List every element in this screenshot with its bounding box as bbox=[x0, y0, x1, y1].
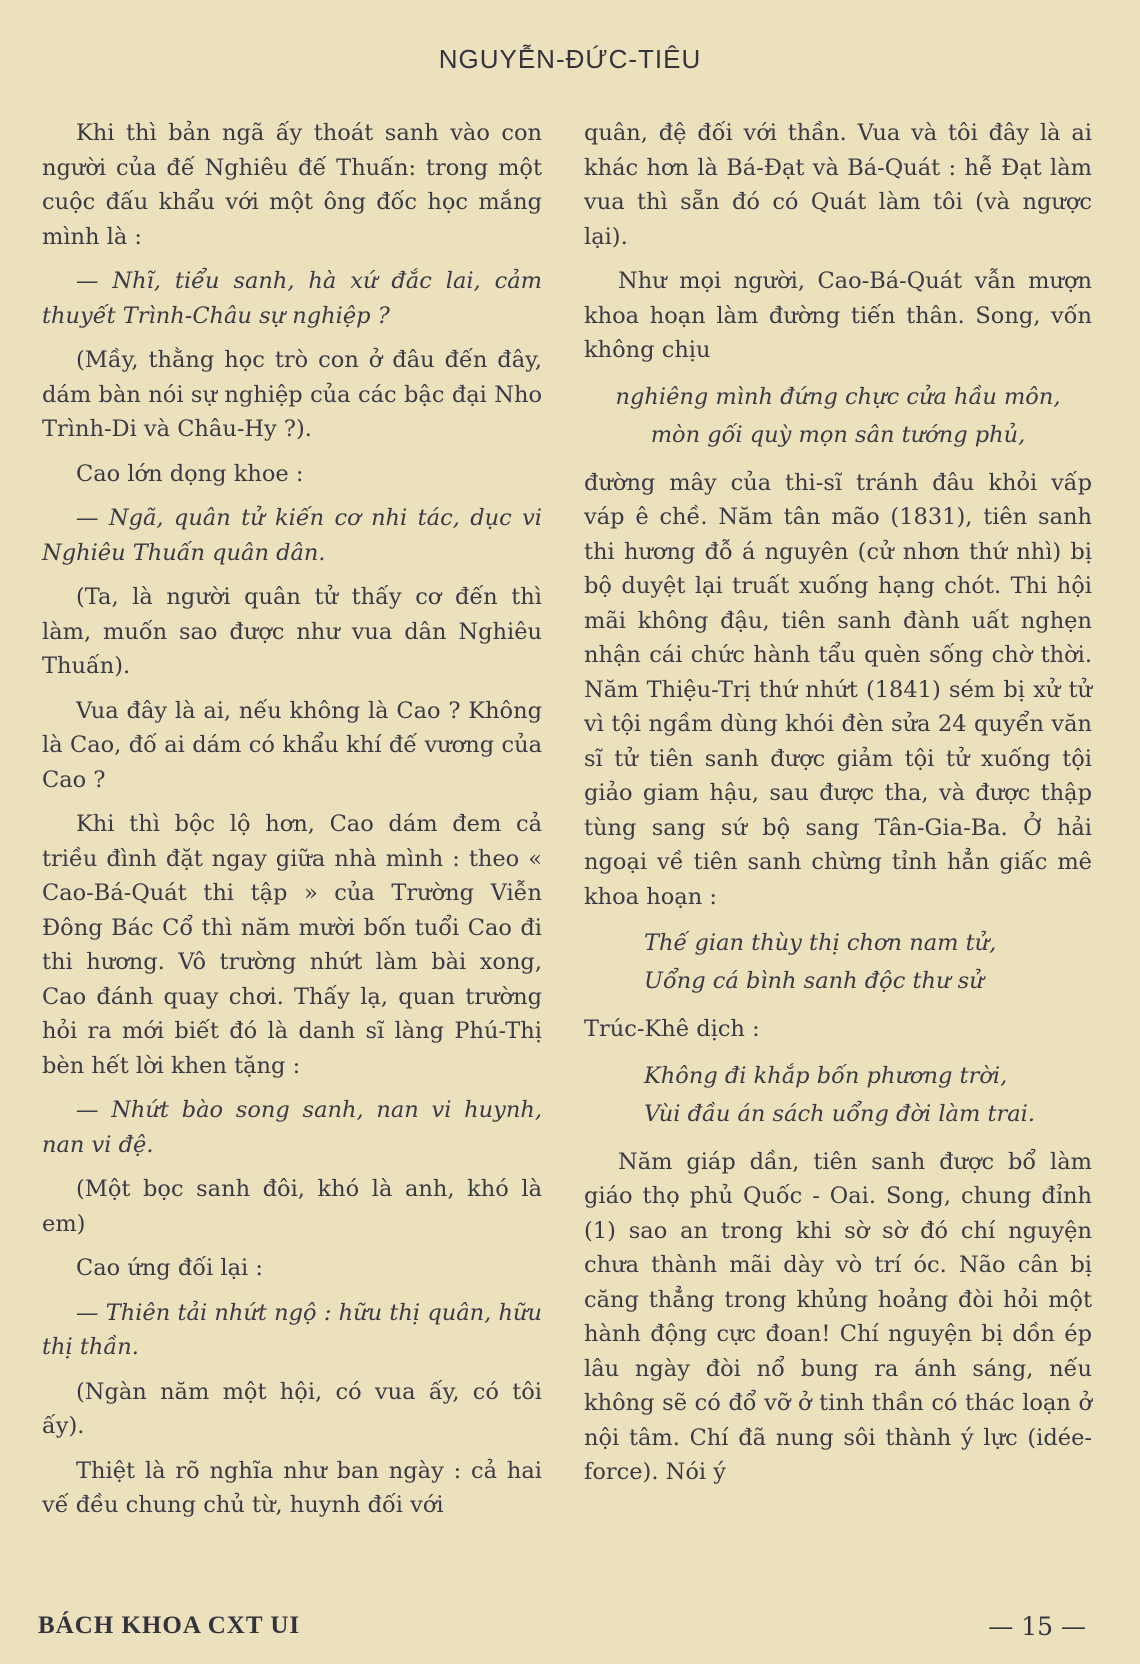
paragraph: Khi thì bản ngã ấy thoát sanh vào con người của đế Nghiêu đế Thuấn: trong một cuộc đấu khẩu với một ông đốc học mắng mình là : bbox=[42, 120, 542, 250]
paragraph: đường mây của thi-sĩ tránh đâu khỏi vấp váp ê chề. Năm tân mão (1831), tiên sanh thi hương đỗ á nguyên (cử nhơn thứ nhì) bị bộ duyệt lại truất xuống hạng chót. Thi hội mãi không đậu, tiên sanh đành uất nghẹn nhận cái chức hành tẩu quèn sống chờ thời. Năm Thiệu-Trị thứ nhứt (1841) sém bị xử tử vì tội ngầm dùng khói đèn sửa 24 quyển văn sĩ tử tiên sanh được giảm tội tử xuống tội giảo giam hậu, sau được tha, và được thập tùng sang sứ bộ sang Tân-Gia-Ba. Ở hải ngoại về tiên sanh chừng tỉnh hẳn giấc mê khoa hoạn : bbox=[584, 469, 1092, 910]
verse bbox=[584, 924, 1092, 1000]
paragraph: Năm giáp dần, tiên sanh được bổ làm giáo thọ phủ Quốc - Oai. Song, chung đỉnh (1) sao an trong khi sờ sờ đó chí nguyện chưa thành mãi dày vò trí óc. Não cân bị căng thẳng trong khủng hoảng đòi hỏi một hành động cực đoan! Chí nguyện bị dồn ép lâu ngày đòi nổ bung ra ánh sáng, nếu không sẽ có đổ vỡ ở tinh thần có thác loạn ở nội tâm. Chí đã nung sôi thành ý lực (idée-force). Nói ý bbox=[584, 1148, 1092, 1485]
verse-line: Uổng cá bình sanh độc thư sử bbox=[644, 968, 984, 994]
right-column bbox=[584, 116, 1092, 1500]
paragraph: Thiệt là rõ nghĩa như ban ngày : cả hai vế đều chung chủ từ, huynh đối với bbox=[42, 1457, 542, 1518]
quote: — Nhứt bào song sanh, nan vi huynh, nan vi đệ. bbox=[42, 1097, 542, 1158]
verse-line: Thế gian thùy thị chơn nam tử, bbox=[644, 930, 997, 956]
paragraph: Khi thì bộc lộ hơn, Cao dám đem cả triều đình đặt ngay giữa nhà mình : theo « Cao-Bá-Quát thi tập » của Trường Viễn Đông Bác Cổ thì năm mười bốn tuổi Cao đi thi hương. Vô trường nhứt làm bài xong, Cao đánh quay chơi. Thấy lạ, quan trường hỏi ra mới biết đó là danh sĩ làng Phú-Thị bèn hết lời khen tặng : bbox=[42, 811, 542, 1079]
verse bbox=[584, 378, 1092, 454]
magazine-name: BÁCH KHOA CXT UI bbox=[38, 1612, 301, 1639]
paragraph: (Một bọc sanh đôi, khó là anh, khó là em) bbox=[42, 1176, 542, 1237]
verse-line: nghiêng mình đứng chực cửa hầu môn, bbox=[615, 383, 1061, 410]
verse-line: Vùi đầu án sách uổng đời làm trai. bbox=[644, 1100, 1036, 1127]
verse-line: Không đi khắp bốn phương trời, bbox=[644, 1062, 1008, 1089]
page-number: — 15 — bbox=[988, 1612, 1086, 1641]
verse bbox=[584, 1057, 1092, 1133]
running-head: NGUYỄN-ĐỨC-TIÊU bbox=[438, 44, 702, 74]
quote: — Nhĩ, tiểu sanh, hà xứ đắc lai, cảm thuyết Trình-Châu sự nghiệp ? bbox=[42, 268, 542, 329]
paragraph: Trúc-Khê dịch : bbox=[584, 1016, 760, 1042]
paragraph: Như mọi người, Cao-Bá-Quát vẫn mượn khoa hoạn làm đường tiến thân. Song, vốn không chịu bbox=[584, 268, 1092, 363]
paragraph: Vua đây là ai, nếu không là Cao ? Không là Cao, đố ai dám có khẩu khí đế vương của Cao ? bbox=[42, 697, 542, 793]
paragraph: Cao lớn dọng khoe : bbox=[76, 460, 304, 487]
paragraph: quân, đệ đối với thần. Vua và tôi đây là ai khác hơn là Bá-Đạt và Bá-Quát : hễ Đạt làm vua thì sẵn đó có Quát làm tôi (và ngược lại). bbox=[584, 120, 1092, 250]
paragraph: (Ngàn năm một hội, có vua ấy, có tôi ấy). bbox=[42, 1378, 542, 1439]
paragraph: (Ta, là người quân tử thấy cơ đến thì làm, muốn sao được như vua dân Nghiêu Thuấn). bbox=[42, 584, 542, 679]
paragraph: Cao ứng đối lại : bbox=[76, 1255, 263, 1281]
paragraph: (Mầy, thằng học trò con ở đâu đến đây, dám bàn nói sự nghiệp của các bậc đại Nho Trình-Di và Châu-Hy ?). bbox=[42, 347, 542, 442]
left-column bbox=[42, 116, 542, 1533]
quote: — Ngã, quân tử kiến cơ nhi tác, dục vi Nghiêu Thuấn quân dân. bbox=[42, 505, 542, 566]
quote: — Thiên tải nhứt ngộ : hữu thị quân, hữu thị thần. bbox=[42, 1299, 542, 1360]
verse-line: mòn gối quỳ mọn sân tướng phủ, bbox=[650, 421, 1026, 448]
